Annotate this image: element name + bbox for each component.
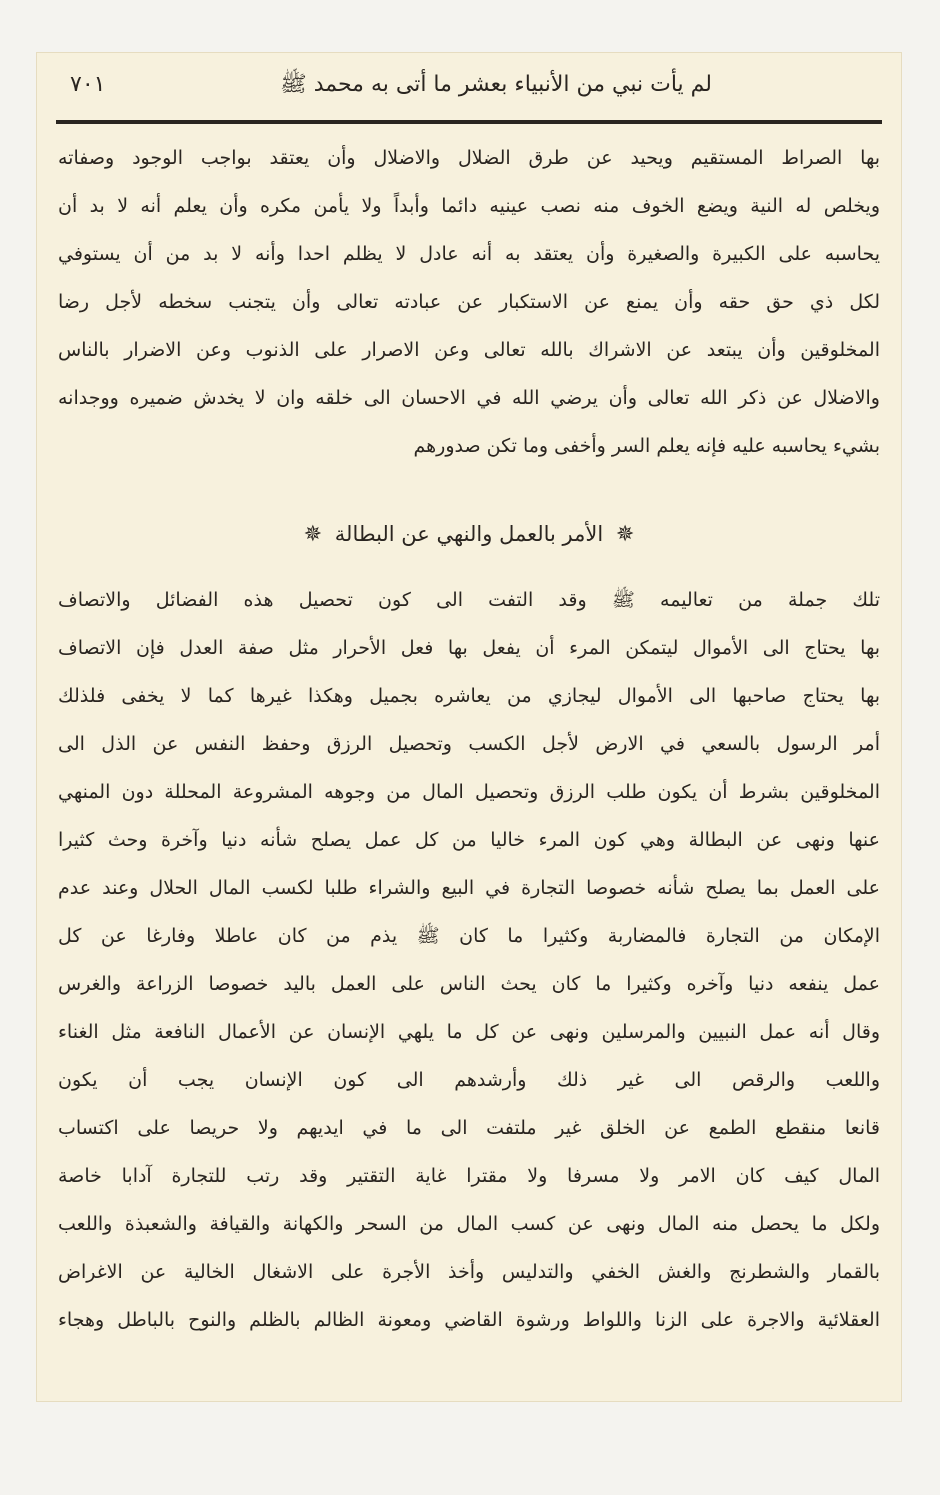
star-ornament-icon: ✵ <box>615 522 635 547</box>
section-heading-text: الأمر بالعمل والنهي عن البطالة <box>334 522 604 546</box>
text-line: المخلوقين بشرط أن يكون طلب الرزق وتحصيل المال من وجوهه المشروعة المحللة دون المنهي <box>58 781 880 803</box>
star-ornament-icon: ✵ <box>303 522 323 547</box>
text-line: الإمكان من التجارة فالمضاربة وكثيرا ما كان ﷺ يذم من كان عاطلا وفارغا عن كل <box>58 925 880 947</box>
text-line: والاضلال عن ذكر الله تعالى وأن يرضي الله في الاحسان الى خلقه وان لا يخدش ضميره ووجدانه <box>58 387 880 409</box>
text-line: يحاسبه على الكبيرة والصغيرة وأن يعتقد به أنه عادل لا يظلم احدا وأنه لا بد من أن يستوفي <box>58 243 880 265</box>
text-line: واللعب والرقص الى غير ذلك وأرشدهم الى كون الإنسان يجب أن يكون <box>58 1069 880 1091</box>
text-line: بالقمار والشطرنج والغش الخفي والتدليس وأخذ الأجرة على الاشغال الخالية عن الاغراض <box>58 1261 880 1283</box>
running-title: لم يأت نبي من الأنبياء بعشر ما أتى به محمد ﷺ <box>280 72 712 97</box>
text-line: المال كيف كان الامر ولا مسرفا ولا مقترا غاية التقتير وقد رتب للتجارة آدابا خاصة <box>58 1165 880 1187</box>
page-number: ٧٠١ <box>70 72 106 97</box>
text-line: أمر الرسول بالسعي في الارض لأجل الكسب وتحصيل الرزق وحفظ النفس عن الذل الى <box>58 733 880 755</box>
book-page <box>36 52 902 1402</box>
text-line: العقلائية والاجرة على الزنا واللواط ورشوة القاضي ومعونة الظالم بالظلم والنوح بالباطل وهجاء <box>58 1309 880 1331</box>
text-line: وقال أنه عمل النبيين والمرسلين ونهى عن كل ما يلهي الإنسان عن الأعمال النافعة مثل الغناء <box>58 1021 880 1043</box>
text-line: بشيء يحاسبه عليه فإنه يعلم السر وأخفى وما تكن صدورهم <box>413 435 880 457</box>
text-line: المخلوقين وأن يبتعد عن الاشراك بالله تعالى وعن الاصرار على الذنوب وعن الاضرار بالناس <box>58 339 880 361</box>
text-line: ولكل ما يحصل منه المال ونهى عن كسب المال من السحر والكهانة والقيافة والشعبذة واللعب <box>58 1213 880 1235</box>
text-line: على العمل بما يصلح شأنه خصوصا التجارة في البيع والشراء طلبا لكسب المال الحلال وعند عدم <box>58 877 880 899</box>
text-line: لكل ذي حق حقه وأن يمنع عن الاستكبار عن عبادته تعالى وأن يتجنب سخطه لأجل رضا <box>58 291 880 313</box>
text-line: بها يحتاج الى الأموال ليتمكن المرء أن يفعل بها فعل الأحرار مثل صفة العدل فإن الاتصاف <box>58 637 880 659</box>
text-line: عمل ينفعه دنيا وآخره وكثيرا ما كان يحث الناس على العمل باليد خصوصا الزراعة والغرس <box>58 973 880 995</box>
section-heading <box>36 510 902 558</box>
text-line: بها الصراط المستقيم ويحيد عن طرق الضلال والاضلال وأن يعتقد بواجب الوجود وصفاته <box>58 147 880 169</box>
text-line: قانعا منقطع الطمع عن الخلق غير ملتفت الى ما في ايديهم ولا حريصا على اكتساب <box>58 1117 880 1139</box>
text-line: تلك جملة من تعاليمه ﷺ وقد التفت الى كون تحصيل هذه الفضائل والاتصاف <box>58 589 880 611</box>
header-rule <box>56 120 882 124</box>
paragraph-1 <box>58 134 880 470</box>
page-header <box>56 66 882 116</box>
paragraph-2 <box>58 576 880 1344</box>
text-line: عنها ونهى عن البطالة وهي كون المرء خاليا من كل عمل يصلح شأنه دنيا وآخرة وحث كثيرا <box>58 829 880 851</box>
text-line: ويخلص له النية ويضع الخوف منه نصب عينيه دائما وأبداً ولا يأمن مكره وأن يعلم أنه لا بد أن <box>58 195 880 217</box>
text-line: بها يحتاج صاحبها الى الأموال ليجازي من يعاشره بجميل وهكذا غيرها كما لا يخفى فلذلك <box>58 685 880 707</box>
